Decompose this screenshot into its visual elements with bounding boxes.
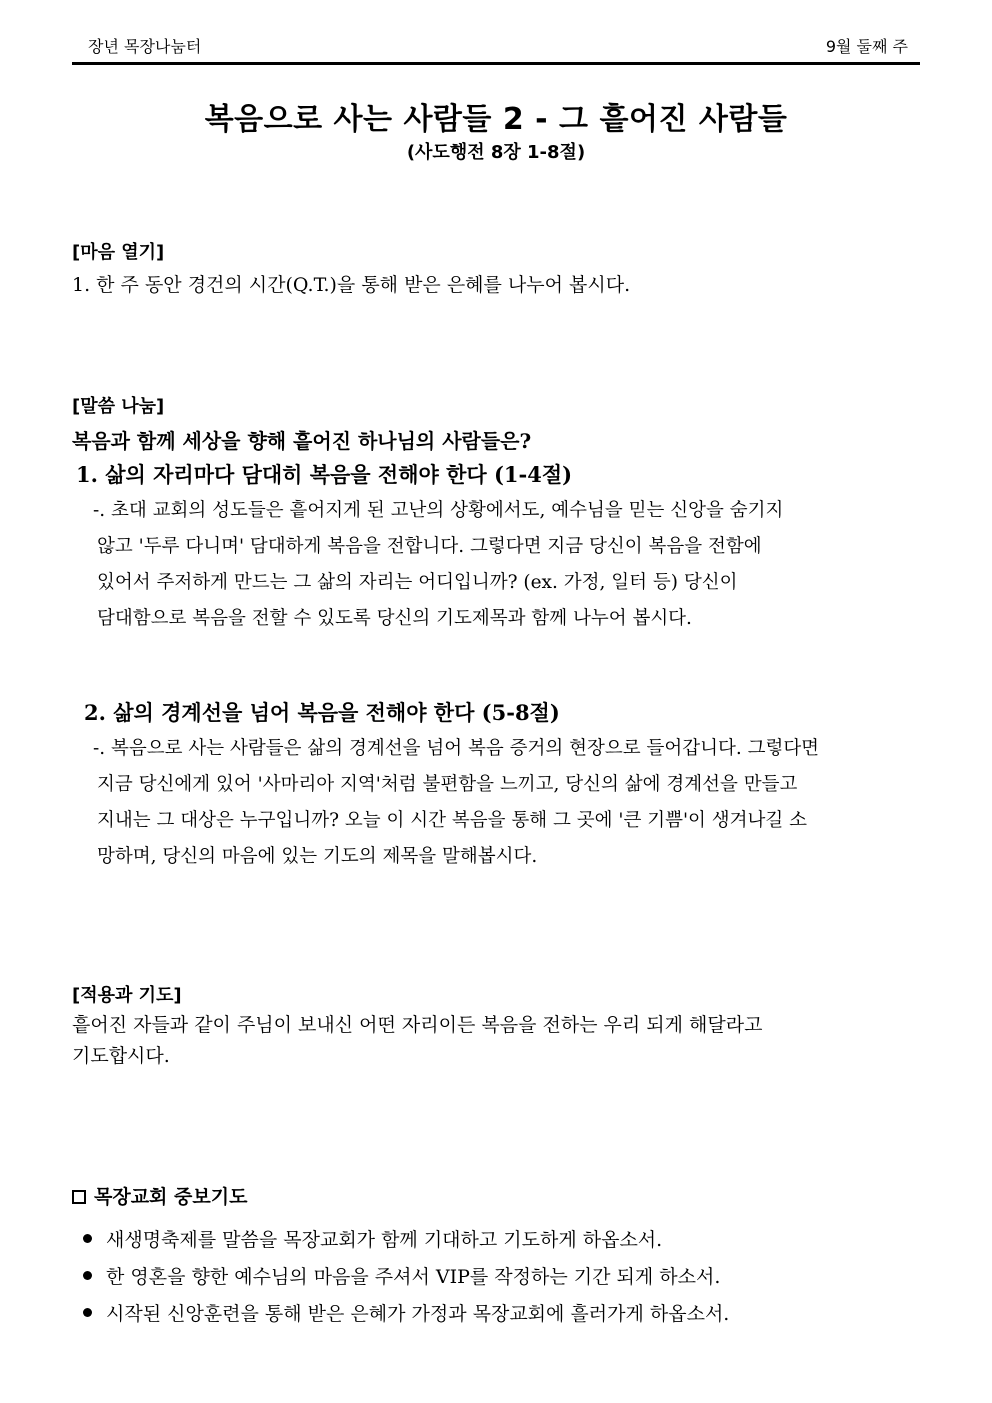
point1-line: -. 초대 교회의 성도들은 흩어지게 된 고난의 상황에서도, 예수님을 믿는 신앙을 숨기지 xyxy=(93,500,784,521)
checkbox-square-icon xyxy=(72,1190,86,1204)
list-item-text: 새생명축제를 말씀을 목장교회가 함께 기대하고 기도하게 하옵소서. xyxy=(106,1229,663,1251)
point1-line: 않고 '두루 다니며' 담대하게 복음을 전합니다. 그렇다면 지금 당신이 복음을 전함에 xyxy=(97,536,762,557)
section-heading-apply: [적용과 기도] xyxy=(72,985,182,1006)
word-question: 복음과 함께 세상을 향해 흩어진 하나님의 사람들은? xyxy=(72,429,532,453)
point2-title: 2. 삶의 경계선을 넘어 복음을 전해야 한다 (5-8절) xyxy=(84,700,560,725)
point1-line: 있어서 주저하게 만드는 그 삶의 자리는 어디입니까? (ex. 가정, 일터 등) 당신이 xyxy=(97,572,738,593)
point2-paragraph xyxy=(93,731,920,875)
page-header xyxy=(72,34,920,65)
list-item xyxy=(80,1222,920,1259)
intercession-list xyxy=(80,1222,920,1333)
page-subtitle: (사도행전 8장 1-8절) xyxy=(406,142,586,163)
point2-line: 지내는 그 대상은 누구입니까? 오늘 이 시간 복음을 통해 그 곳에 '큰 기쁨'이 생겨나길 소 xyxy=(97,810,808,831)
list-item-text: 시작된 신앙훈련을 통해 받은 은혜가 가정과 목장교회에 흘러가게 하옵소서. xyxy=(106,1303,730,1325)
list-item-text: 한 영혼을 향한 예수님의 마음을 주셔서 VIP를 작정하는 기간 되게 하소서. xyxy=(106,1266,721,1288)
apply-line: 기도합시다. xyxy=(72,1045,170,1067)
section-heading-word: [말씀 나눔] xyxy=(72,396,165,417)
point1-title: 1. 삶의 자리마다 담대히 복음을 전해야 한다 (1-4절) xyxy=(76,462,573,487)
point1-line: 담대함으로 복음을 전할 수 있도록 당신의 기도제목과 함께 나누어 봅시다. xyxy=(97,608,692,629)
header-left-label: 장년 목장나눔터 xyxy=(88,37,202,56)
intercession-heading xyxy=(72,1182,247,1209)
bullet-icon xyxy=(83,1271,92,1280)
apply-line: 흩어진 자들과 같이 주님이 보내신 어떤 자리이든 복음을 전하는 우리 되게 해달라고 xyxy=(72,1014,763,1036)
header-right-label: 9월 둘째 주 xyxy=(825,37,908,56)
point2-line: 망하며, 당신의 마음에 있는 기도의 제목을 말해봅시다. xyxy=(97,846,538,867)
section-apply-text xyxy=(72,1010,922,1072)
list-item xyxy=(80,1259,920,1296)
point1-paragraph xyxy=(93,493,920,637)
page-title: 복음으로 사는 사람들 2 - 그 흩어진 사람들 xyxy=(204,102,788,137)
bullet-icon xyxy=(83,1234,92,1243)
section-open-item: 1. 한 주 동안 경건의 시간(Q.T.)을 통해 받은 은혜를 나누어 봅시다. xyxy=(72,274,631,296)
point2-line: 지금 당신에게 있어 '사마리아 지역'처럼 불편함을 느끼고, 당신의 삶에 경계선을 만들고 xyxy=(97,774,798,795)
intercession-heading-text: 목장교회 중보기도 xyxy=(94,1186,248,1208)
list-item xyxy=(80,1296,920,1333)
section-heading-open: [마음 열기] xyxy=(72,242,165,263)
point2-line: -. 복음으로 사는 사람들은 삶의 경계선을 넘어 복음 증거의 현장으로 들어갑니다. 그렇다면 xyxy=(93,738,820,759)
bullet-icon xyxy=(83,1308,92,1317)
